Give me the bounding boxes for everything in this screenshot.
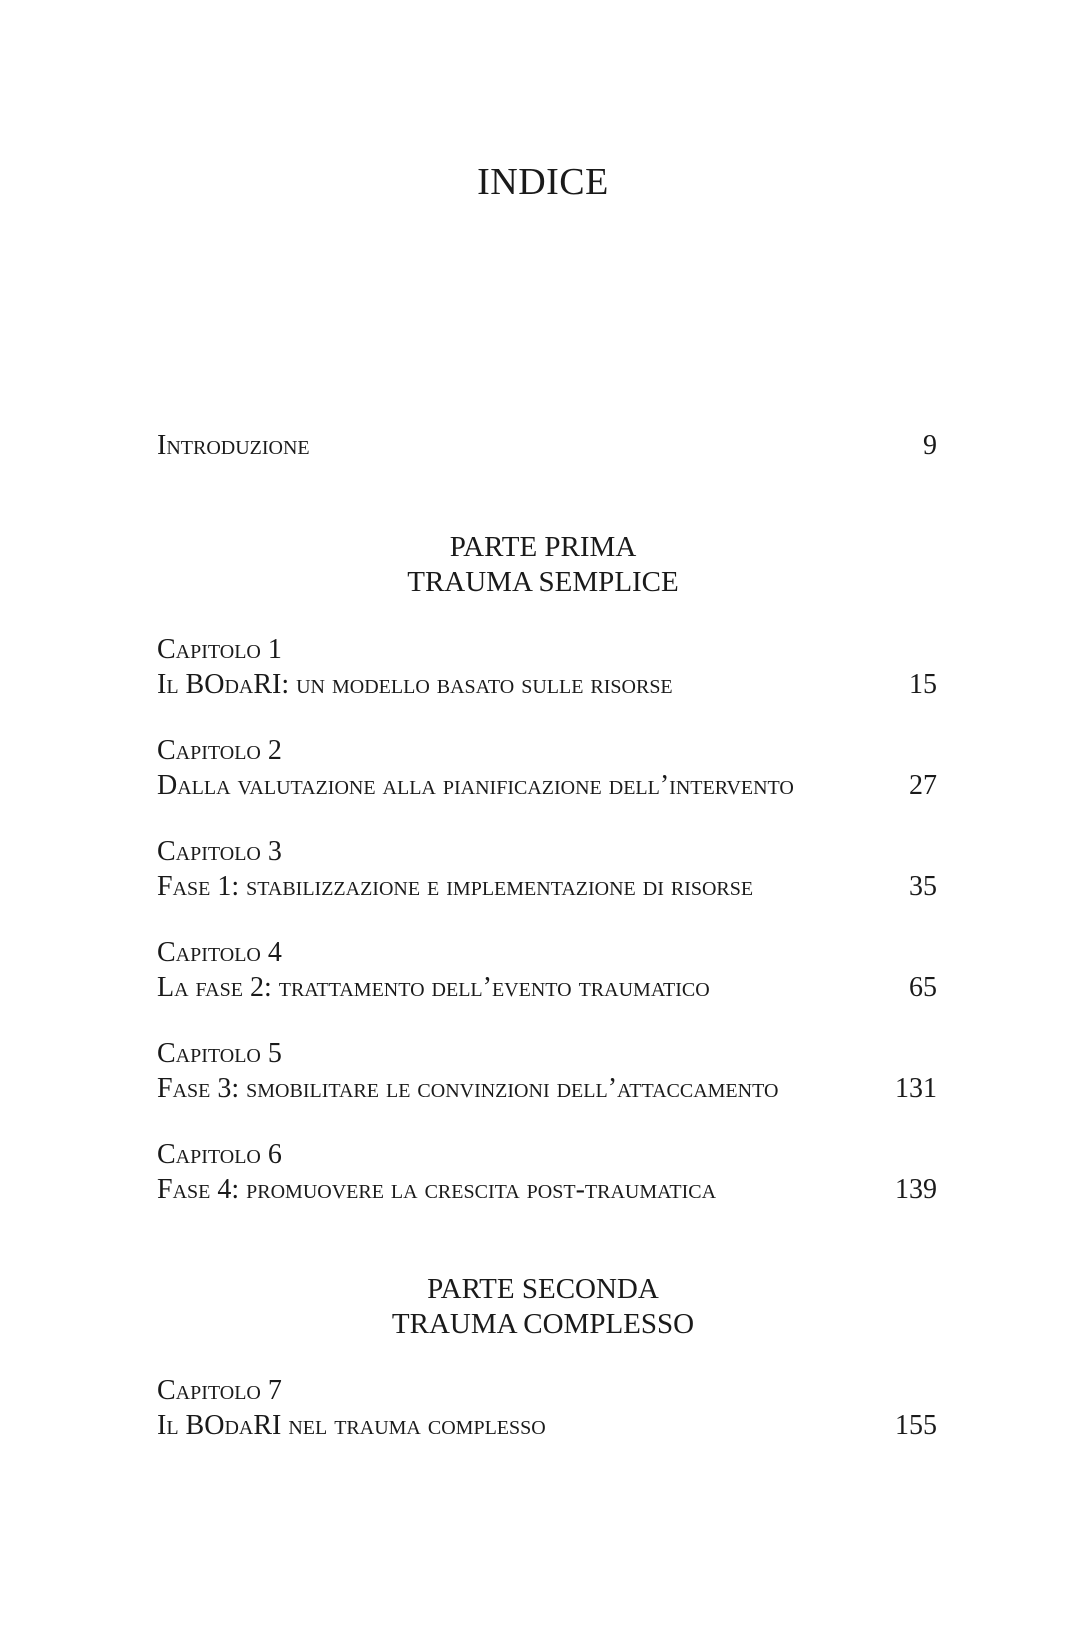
toc-entry-capitolo-1 bbox=[157, 632, 937, 702]
entry-title: Introduzione bbox=[157, 430, 310, 461]
entry-title bbox=[157, 1408, 546, 1443]
toc-entry-capitolo-2 bbox=[157, 733, 937, 803]
toc-entry-introduzione bbox=[157, 428, 937, 463]
toc-entry-capitolo-3 bbox=[157, 834, 937, 904]
page-number: 27 bbox=[909, 770, 937, 801]
chapter-label: Capitolo 7 bbox=[157, 1375, 282, 1406]
page-title: INDICE bbox=[477, 161, 609, 203]
chapter-label: Capitolo 6 bbox=[157, 1139, 282, 1170]
chapter-label: Capitolo 4 bbox=[157, 937, 282, 968]
part-heading-seconda bbox=[0, 1272, 1086, 1342]
entry-title-rest: nel trauma complesso bbox=[281, 1410, 546, 1441]
toc-entry-capitolo-7 bbox=[157, 1373, 937, 1443]
part-number: PARTE PRIMA bbox=[449, 531, 637, 563]
page-number: 155 bbox=[895, 1410, 937, 1441]
toc-entry-capitolo-4 bbox=[157, 935, 937, 1005]
entry-title: La fase 2: trattamento dell’evento traumatico bbox=[157, 972, 710, 1003]
page-number: 9 bbox=[923, 430, 937, 461]
part-title: TRAUMA COMPLESSO bbox=[391, 1308, 695, 1340]
toc-entry-capitolo-5 bbox=[157, 1036, 937, 1106]
entry-title-rest: : un modello basato sulle risorse bbox=[281, 669, 673, 700]
toc-entry-capitolo-6 bbox=[157, 1137, 937, 1207]
page-number: 15 bbox=[909, 669, 937, 700]
chapter-label: Capitolo 1 bbox=[157, 634, 282, 665]
entry-title: Dalla valutazione alla pianificazione dell’intervento bbox=[157, 770, 794, 801]
page-number: 131 bbox=[895, 1073, 937, 1104]
page-number: 65 bbox=[909, 972, 937, 1003]
entry-title-lead: Il BOdaRI bbox=[157, 669, 282, 700]
entry-title: Fase 1: stabilizzazione e implementazione di risorse bbox=[157, 871, 754, 902]
part-title: TRAUMA SEMPLICE bbox=[407, 566, 679, 598]
part-heading-prima bbox=[0, 530, 1086, 600]
page-number: 139 bbox=[895, 1174, 937, 1205]
chapter-label: Capitolo 3 bbox=[157, 836, 282, 867]
chapter-label: Capitolo 5 bbox=[157, 1038, 282, 1069]
entry-title bbox=[157, 667, 673, 702]
part-number: PARTE SECONDA bbox=[427, 1273, 659, 1305]
entry-title: Fase 3: smobilitare le convinzioni dell’attaccamento bbox=[157, 1073, 779, 1104]
page-number: 35 bbox=[909, 871, 937, 902]
chapter-label: Capitolo 2 bbox=[157, 735, 282, 766]
entry-title-lead: Il BOdaRI bbox=[157, 1410, 282, 1441]
entry-title: Fase 4: promuovere la crescita post-traumatica bbox=[157, 1174, 717, 1205]
